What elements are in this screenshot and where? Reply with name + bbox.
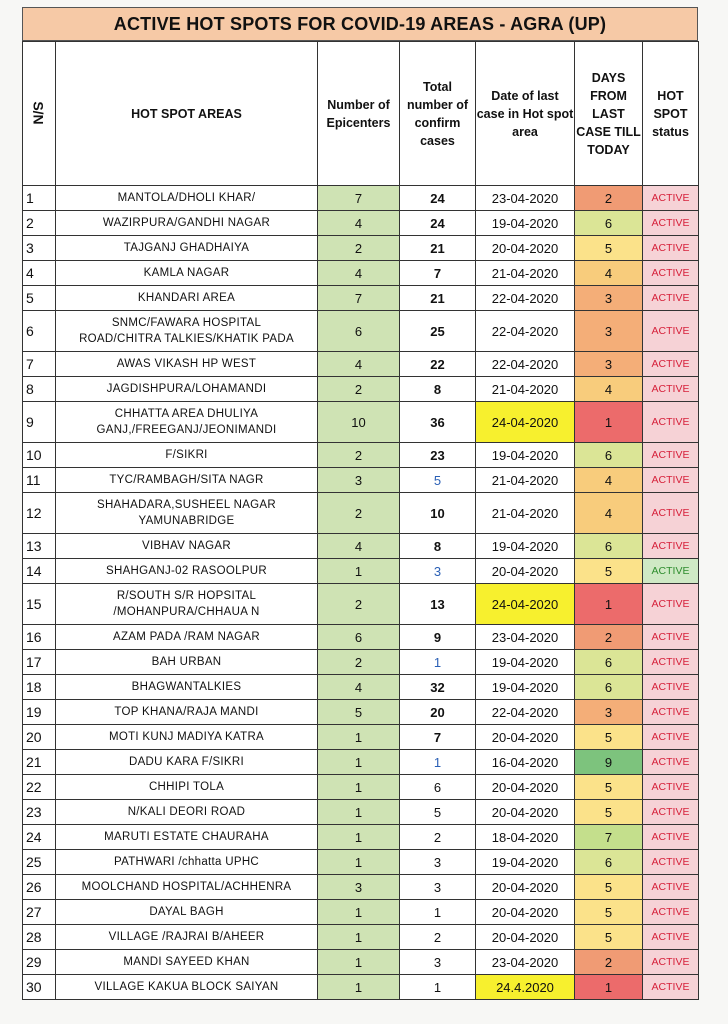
row-epicenters: 3 [318,468,400,493]
row-area-line: N/KALI DEORI ROAD [127,806,246,818]
row-cases: 1 [400,900,476,925]
table-row [23,625,699,650]
row-sn: 7 [23,352,56,377]
row-sn: 9 [23,402,56,443]
row-cases: 2 [400,925,476,950]
row-date: 20-04-2020 [476,236,575,261]
row-area [56,286,318,311]
row-date: 19-04-2020 [476,443,575,468]
table-row [23,925,699,950]
row-area-line: PATHWARI /chhatta UPHC [113,856,260,868]
row-date: 24.4.2020 [476,975,575,1000]
row-epicenters: 4 [318,261,400,286]
row-date: 21-04-2020 [476,261,575,286]
status-badge: ACTIVE [643,534,699,559]
row-area-line: WAZIRPURA/GANDHI NAGAR [102,217,271,229]
row-epicenters: 2 [318,493,400,534]
row-area [56,261,318,286]
row-sn: 16 [23,625,56,650]
row-date: 20-04-2020 [476,725,575,750]
status-badge: ACTIVE [643,675,699,700]
row-cases: 8 [400,534,476,559]
header-cases: Total number of confirm cases [400,42,476,186]
row-days: 3 [575,311,643,352]
page-title: ACTIVE HOT SPOTS FOR COVID-19 AREAS - AGRA (UP) [22,7,698,41]
table-row [23,675,699,700]
row-area [56,850,318,875]
row-area-line: VILLAGE /RAJRAI B/AHEER [108,931,265,943]
row-date: 20-04-2020 [476,775,575,800]
row-area [56,377,318,402]
row-epicenters: 2 [318,236,400,261]
status-badge: ACTIVE [643,559,699,584]
table-row [23,402,699,443]
row-area-line: MANDI SAYEED KHAN [123,956,250,968]
row-area-line: GANJ,/FREEGANJ/JEONIMANDI [96,424,277,436]
row-area [56,311,318,352]
row-area [56,211,318,236]
row-date: 20-04-2020 [476,800,575,825]
row-sn: 11 [23,468,56,493]
row-area [56,975,318,1000]
row-sn: 25 [23,850,56,875]
header-date: Date of last case in Hot spot area [476,42,575,186]
row-area-line: KAMLA NAGAR [143,267,230,279]
row-epicenters: 10 [318,402,400,443]
status-badge: ACTIVE [643,186,699,211]
row-epicenters: 2 [318,443,400,468]
table-row [23,559,699,584]
row-area-line: MOOLCHAND HOSPITAL/ACHHENRA [81,881,292,893]
row-days: 5 [575,775,643,800]
row-sn: 26 [23,875,56,900]
row-date: 19-04-2020 [476,534,575,559]
row-days: 2 [575,950,643,975]
row-area [56,236,318,261]
row-sn: 4 [23,261,56,286]
table-body [23,186,699,1000]
table-row [23,700,699,725]
row-area-line: R/SOUTH S/R HOPSITAL [116,590,257,602]
row-epicenters: 7 [318,286,400,311]
table-row [23,377,699,402]
table-row [23,286,699,311]
status-badge: ACTIVE [643,377,699,402]
row-epicenters: 1 [318,559,400,584]
table-row [23,186,699,211]
status-badge: ACTIVE [643,875,699,900]
row-area [56,493,318,534]
status-badge: ACTIVE [643,700,699,725]
row-days: 5 [575,236,643,261]
row-cases: 9 [400,625,476,650]
row-area-line: TOP KHANA/RAJA MANDI [114,706,259,718]
row-sn: 15 [23,584,56,625]
row-area-line: TYC/RAMBAGH/SITA NAGR [109,474,264,486]
table-row [23,725,699,750]
row-area [56,625,318,650]
status-badge: ACTIVE [643,825,699,850]
row-date: 20-04-2020 [476,875,575,900]
row-area-line: TAJGANJ GHADHAIYA [123,242,250,254]
row-days: 5 [575,875,643,900]
row-days: 6 [575,650,643,675]
row-days: 2 [575,625,643,650]
row-epicenters: 1 [318,800,400,825]
row-area [56,775,318,800]
table-row [23,311,699,352]
row-area [56,875,318,900]
row-area [56,700,318,725]
row-date: 24-04-2020 [476,402,575,443]
row-sn: 12 [23,493,56,534]
row-days: 4 [575,468,643,493]
table-row [23,211,699,236]
status-badge: ACTIVE [643,311,699,352]
row-epicenters: 6 [318,311,400,352]
row-days: 9 [575,750,643,775]
row-cases: 25 [400,311,476,352]
row-epicenters: 1 [318,975,400,1000]
row-date: 20-04-2020 [476,925,575,950]
table-row [23,352,699,377]
row-area-line: AWAS VIKASH HP WEST [116,358,257,370]
row-area-line: CHHATTA AREA DHULIYA [114,408,259,420]
status-badge: ACTIVE [643,261,699,286]
row-sn: 1 [23,186,56,211]
row-area-line: MOTI KUNJ MADIYA KATRA [108,731,265,743]
header-sn: S/N [23,42,56,186]
row-cases: 3 [400,950,476,975]
row-epicenters: 1 [318,750,400,775]
row-days: 4 [575,493,643,534]
table-row [23,900,699,925]
row-sn: 10 [23,443,56,468]
status-badge: ACTIVE [643,625,699,650]
table-row [23,775,699,800]
row-days: 3 [575,352,643,377]
status-badge: ACTIVE [643,975,699,1000]
row-date: 19-04-2020 [476,675,575,700]
row-date: 21-04-2020 [476,377,575,402]
status-badge: ACTIVE [643,725,699,750]
row-cases: 7 [400,261,476,286]
row-epicenters: 4 [318,352,400,377]
row-sn: 27 [23,900,56,925]
row-area-line: ROAD/CHITRA TALKIES/KHATIK PADA [79,333,294,345]
row-cases: 3 [400,850,476,875]
row-area [56,534,318,559]
row-sn: 3 [23,236,56,261]
row-area [56,675,318,700]
row-area-line: KHANDARI AREA [137,292,236,304]
row-area-line: SHAHADARA,SUSHEEL NAGAR [96,499,277,511]
row-area [56,950,318,975]
row-area-line: JAGDISHPURA/LOHAMANDI [106,383,267,395]
row-cases: 20 [400,700,476,725]
row-epicenters: 1 [318,825,400,850]
table-row [23,875,699,900]
row-sn: 21 [23,750,56,775]
row-cases: 24 [400,211,476,236]
status-badge: ACTIVE [643,443,699,468]
status-badge: ACTIVE [643,402,699,443]
row-cases: 6 [400,775,476,800]
table-row [23,750,699,775]
row-date: 16-04-2020 [476,750,575,775]
row-area [56,925,318,950]
row-date: 22-04-2020 [476,352,575,377]
row-area-line: MANTOLA/DHOLI KHAR/ [117,192,256,204]
row-area-line: BHAGWANTALKIES [131,681,242,693]
row-epicenters: 2 [318,377,400,402]
status-badge: ACTIVE [643,211,699,236]
row-area-line: YAMUNABRIDGE [138,515,235,527]
table-row [23,800,699,825]
table-row [23,468,699,493]
row-date: 22-04-2020 [476,311,575,352]
row-cases: 2 [400,825,476,850]
row-epicenters: 1 [318,950,400,975]
row-days: 5 [575,800,643,825]
row-area-line: DADU KARA F/SIKRI [128,756,244,768]
row-date: 22-04-2020 [476,286,575,311]
row-epicenters: 6 [318,625,400,650]
row-area [56,559,318,584]
row-sn: 2 [23,211,56,236]
hotspot-table [22,41,699,1000]
row-days: 1 [575,584,643,625]
row-sn: 8 [23,377,56,402]
row-days: 6 [575,675,643,700]
row-epicenters: 2 [318,650,400,675]
row-area-line: /MOHANPURA/CHHAUA N [113,606,260,618]
row-cases: 24 [400,186,476,211]
table-row [23,975,699,1000]
row-epicenters: 1 [318,775,400,800]
row-sn: 17 [23,650,56,675]
header-area: HOT SPOT AREAS [56,42,318,186]
status-badge: ACTIVE [643,775,699,800]
header-status: HOT SPOT status [643,42,699,186]
table-row [23,850,699,875]
row-sn: 29 [23,950,56,975]
table-row [23,584,699,625]
row-area-line: AZAM PADA /RAM NAGAR [112,631,260,643]
row-sn: 18 [23,675,56,700]
row-days: 1 [575,975,643,1000]
row-cases: 1 [400,975,476,1000]
row-sn: 20 [23,725,56,750]
row-days: 2 [575,186,643,211]
row-sn: 14 [23,559,56,584]
row-area [56,186,318,211]
row-epicenters: 1 [318,850,400,875]
row-cases: 3 [400,875,476,900]
row-date: 20-04-2020 [476,900,575,925]
status-badge: ACTIVE [643,650,699,675]
row-date: 21-04-2020 [476,468,575,493]
row-cases: 7 [400,725,476,750]
row-date: 21-04-2020 [476,493,575,534]
row-sn: 30 [23,975,56,1000]
status-badge: ACTIVE [643,286,699,311]
status-badge: ACTIVE [643,750,699,775]
row-epicenters: 2 [318,584,400,625]
row-cases: 23 [400,443,476,468]
row-date: 20-04-2020 [476,559,575,584]
row-date: 23-04-2020 [476,625,575,650]
row-cases: 32 [400,675,476,700]
row-cases: 21 [400,286,476,311]
row-cases: 1 [400,750,476,775]
row-sn: 23 [23,800,56,825]
table-row [23,950,699,975]
row-sn: 22 [23,775,56,800]
row-epicenters: 4 [318,534,400,559]
row-epicenters: 5 [318,700,400,725]
header-days: DAYS FROM LAST CASE TILL TODAY [575,42,643,186]
row-cases: 8 [400,377,476,402]
row-cases: 10 [400,493,476,534]
row-area [56,825,318,850]
row-days: 4 [575,377,643,402]
table-row [23,534,699,559]
row-days: 5 [575,725,643,750]
row-area [56,584,318,625]
row-days: 6 [575,534,643,559]
row-days: 1 [575,402,643,443]
row-sn: 24 [23,825,56,850]
row-epicenters: 4 [318,211,400,236]
table-row [23,236,699,261]
row-cases: 5 [400,468,476,493]
row-area [56,468,318,493]
row-days: 3 [575,700,643,725]
row-area [56,750,318,775]
row-area-line: MARUTI ESTATE CHAURAHA [104,831,269,843]
row-days: 5 [575,925,643,950]
row-area-line: SNMC/FAWARA HOSPITAL [111,317,262,329]
table-row [23,493,699,534]
row-epicenters: 1 [318,900,400,925]
row-date: 23-04-2020 [476,186,575,211]
row-epicenters: 1 [318,925,400,950]
table-row [23,443,699,468]
table-row [23,825,699,850]
row-area-line: VILLAGE KAKUA BLOCK SAIYAN [94,981,279,993]
row-area [56,800,318,825]
header-epicenters: Number of Epicenters [318,42,400,186]
hotspot-sheet [22,7,698,1000]
row-days: 6 [575,211,643,236]
row-date: 18-04-2020 [476,825,575,850]
row-area-line: BAH URBAN [151,656,222,668]
row-sn: 5 [23,286,56,311]
table-row [23,261,699,286]
status-badge: ACTIVE [643,352,699,377]
row-days: 3 [575,286,643,311]
status-badge: ACTIVE [643,493,699,534]
row-days: 5 [575,559,643,584]
row-date: 23-04-2020 [476,950,575,975]
status-badge: ACTIVE [643,850,699,875]
status-badge: ACTIVE [643,925,699,950]
row-cases: 1 [400,650,476,675]
row-date: 19-04-2020 [476,211,575,236]
row-area [56,402,318,443]
row-cases: 5 [400,800,476,825]
row-epicenters: 4 [318,675,400,700]
row-epicenters: 7 [318,186,400,211]
table-row [23,650,699,675]
row-days: 7 [575,825,643,850]
status-badge: ACTIVE [643,468,699,493]
row-area [56,352,318,377]
row-days: 6 [575,443,643,468]
row-sn: 13 [23,534,56,559]
row-area [56,443,318,468]
row-cases: 22 [400,352,476,377]
row-epicenters: 1 [318,725,400,750]
row-sn: 28 [23,925,56,950]
row-days: 6 [575,850,643,875]
row-area-line: F/SIKRI [165,449,208,461]
header-row [23,42,699,186]
row-cases: 21 [400,236,476,261]
row-area [56,725,318,750]
status-badge: ACTIVE [643,950,699,975]
row-sn: 19 [23,700,56,725]
row-area-line: VIBHAV NAGAR [141,540,232,552]
row-days: 4 [575,261,643,286]
row-date: 22-04-2020 [476,700,575,725]
row-date: 19-04-2020 [476,850,575,875]
row-sn: 6 [23,311,56,352]
status-badge: ACTIVE [643,800,699,825]
status-badge: ACTIVE [643,584,699,625]
row-area-line: CHHIPI TOLA [148,781,225,793]
row-area [56,650,318,675]
row-days: 5 [575,900,643,925]
row-cases: 3 [400,559,476,584]
row-area-line: SHAHGANJ-02 RASOOLPUR [106,565,267,577]
status-badge: ACTIVE [643,900,699,925]
row-cases: 36 [400,402,476,443]
row-area-line: DAYAL BAGH [149,906,224,918]
row-date: 19-04-2020 [476,650,575,675]
row-cases: 13 [400,584,476,625]
row-date: 24-04-2020 [476,584,575,625]
row-area [56,900,318,925]
row-epicenters: 3 [318,875,400,900]
status-badge: ACTIVE [643,236,699,261]
